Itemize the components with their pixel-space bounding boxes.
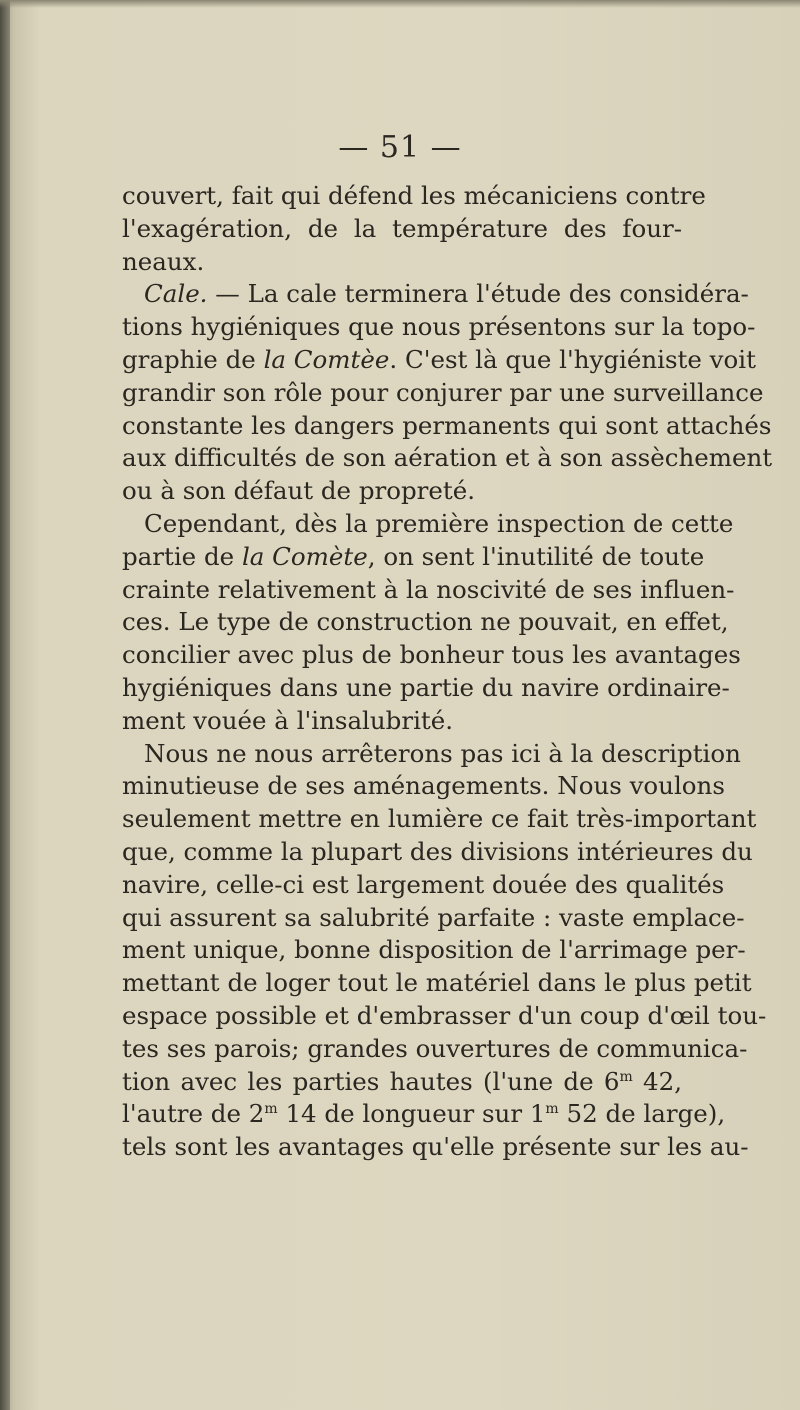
text-line: seulement mettre en lumière ce fait très-important: [122, 804, 757, 834]
unit-mark: m: [545, 1101, 559, 1118]
page-number: — 51 —: [338, 130, 462, 165]
text-line: neaux.: [122, 246, 205, 276]
text-line: ces. Le type de construction ne pouvait, en effet,: [122, 607, 729, 637]
ship-name: la Comète: [241, 541, 368, 571]
text-line: partie de la Comète, on sent l'inutilité de toute: [122, 541, 705, 571]
unit-mark: m: [619, 1068, 633, 1085]
text-line: minutieuse de ses aménagements. Nous voulons: [122, 771, 725, 801]
text-line: hygiéniques dans une partie du navire ordinaire-: [122, 672, 730, 702]
text-line: concilier avec plus de bonheur tous les avantages: [122, 640, 741, 670]
text-line: graphie de la Comtèe. C'est là que l'hygiéniste voit: [122, 344, 756, 374]
text-line: mettant de loger tout le matériel dans le plus petit: [122, 968, 752, 998]
text-line: espace possible et d'embrasser d'un coup d'œil tou-: [122, 1000, 767, 1030]
text-line: crainte relativement à la noscivité de ses influen-: [122, 574, 735, 604]
text-line: tels sont les avantages qu'elle présente sur les au-: [122, 1132, 749, 1162]
text-line: tes ses parois; grandes ouvertures de communica-: [122, 1033, 748, 1063]
text-line: Cale. — La cale terminera l'étude des considéra-: [144, 279, 749, 309]
text-line: ment unique, bonne disposition de l'arrimage per-: [122, 935, 746, 965]
text-line: que, comme la plupart des divisions intérieures du: [122, 836, 753, 866]
ship-name: la Comtèe: [263, 344, 390, 374]
text-line: l'autre de 2$^m$ 14 de longueur sur 1$^m$ 52 de large),: [122, 1099, 726, 1129]
book-spine-shadow: [0, 0, 10, 1410]
text-line: Cependant, dès la première inspection de cette: [144, 508, 734, 538]
text-line: grandir son rôle pour conjurer par une surveillance: [122, 377, 764, 407]
text-line: aux difficultés de son aération et à son assèchement: [122, 443, 773, 473]
body-text: [122, 180, 773, 1164]
text-line: Nous ne nous arrêterons pas ici à la description: [144, 738, 741, 768]
unit-mark: m: [264, 1101, 278, 1118]
text-line: l'exagération, de la température des four-: [122, 213, 682, 243]
page-top-edge: [0, 0, 800, 8]
text-line: tion avec les parties hautes (l'une de 6$^m$ 42,: [122, 1066, 682, 1096]
text-line: qui assurent sa salubrité parfaite : vaste emplace-: [122, 902, 745, 932]
text-line: tions hygiéniques que nous présentons sur la topo-: [122, 312, 756, 342]
text-line: ou à son défaut de propreté.: [122, 476, 476, 506]
text-line: couvert, fait qui défend les mécaniciens contre: [122, 181, 706, 210]
text-line: constante les dangers permanents qui sont attachés: [122, 410, 772, 440]
section-heading-cale: Cale.: [144, 279, 208, 309]
text-line: ment vouée à l'insalubrité.: [122, 705, 454, 735]
text-line: navire, celle-ci est largement douée des qualités: [122, 869, 725, 899]
